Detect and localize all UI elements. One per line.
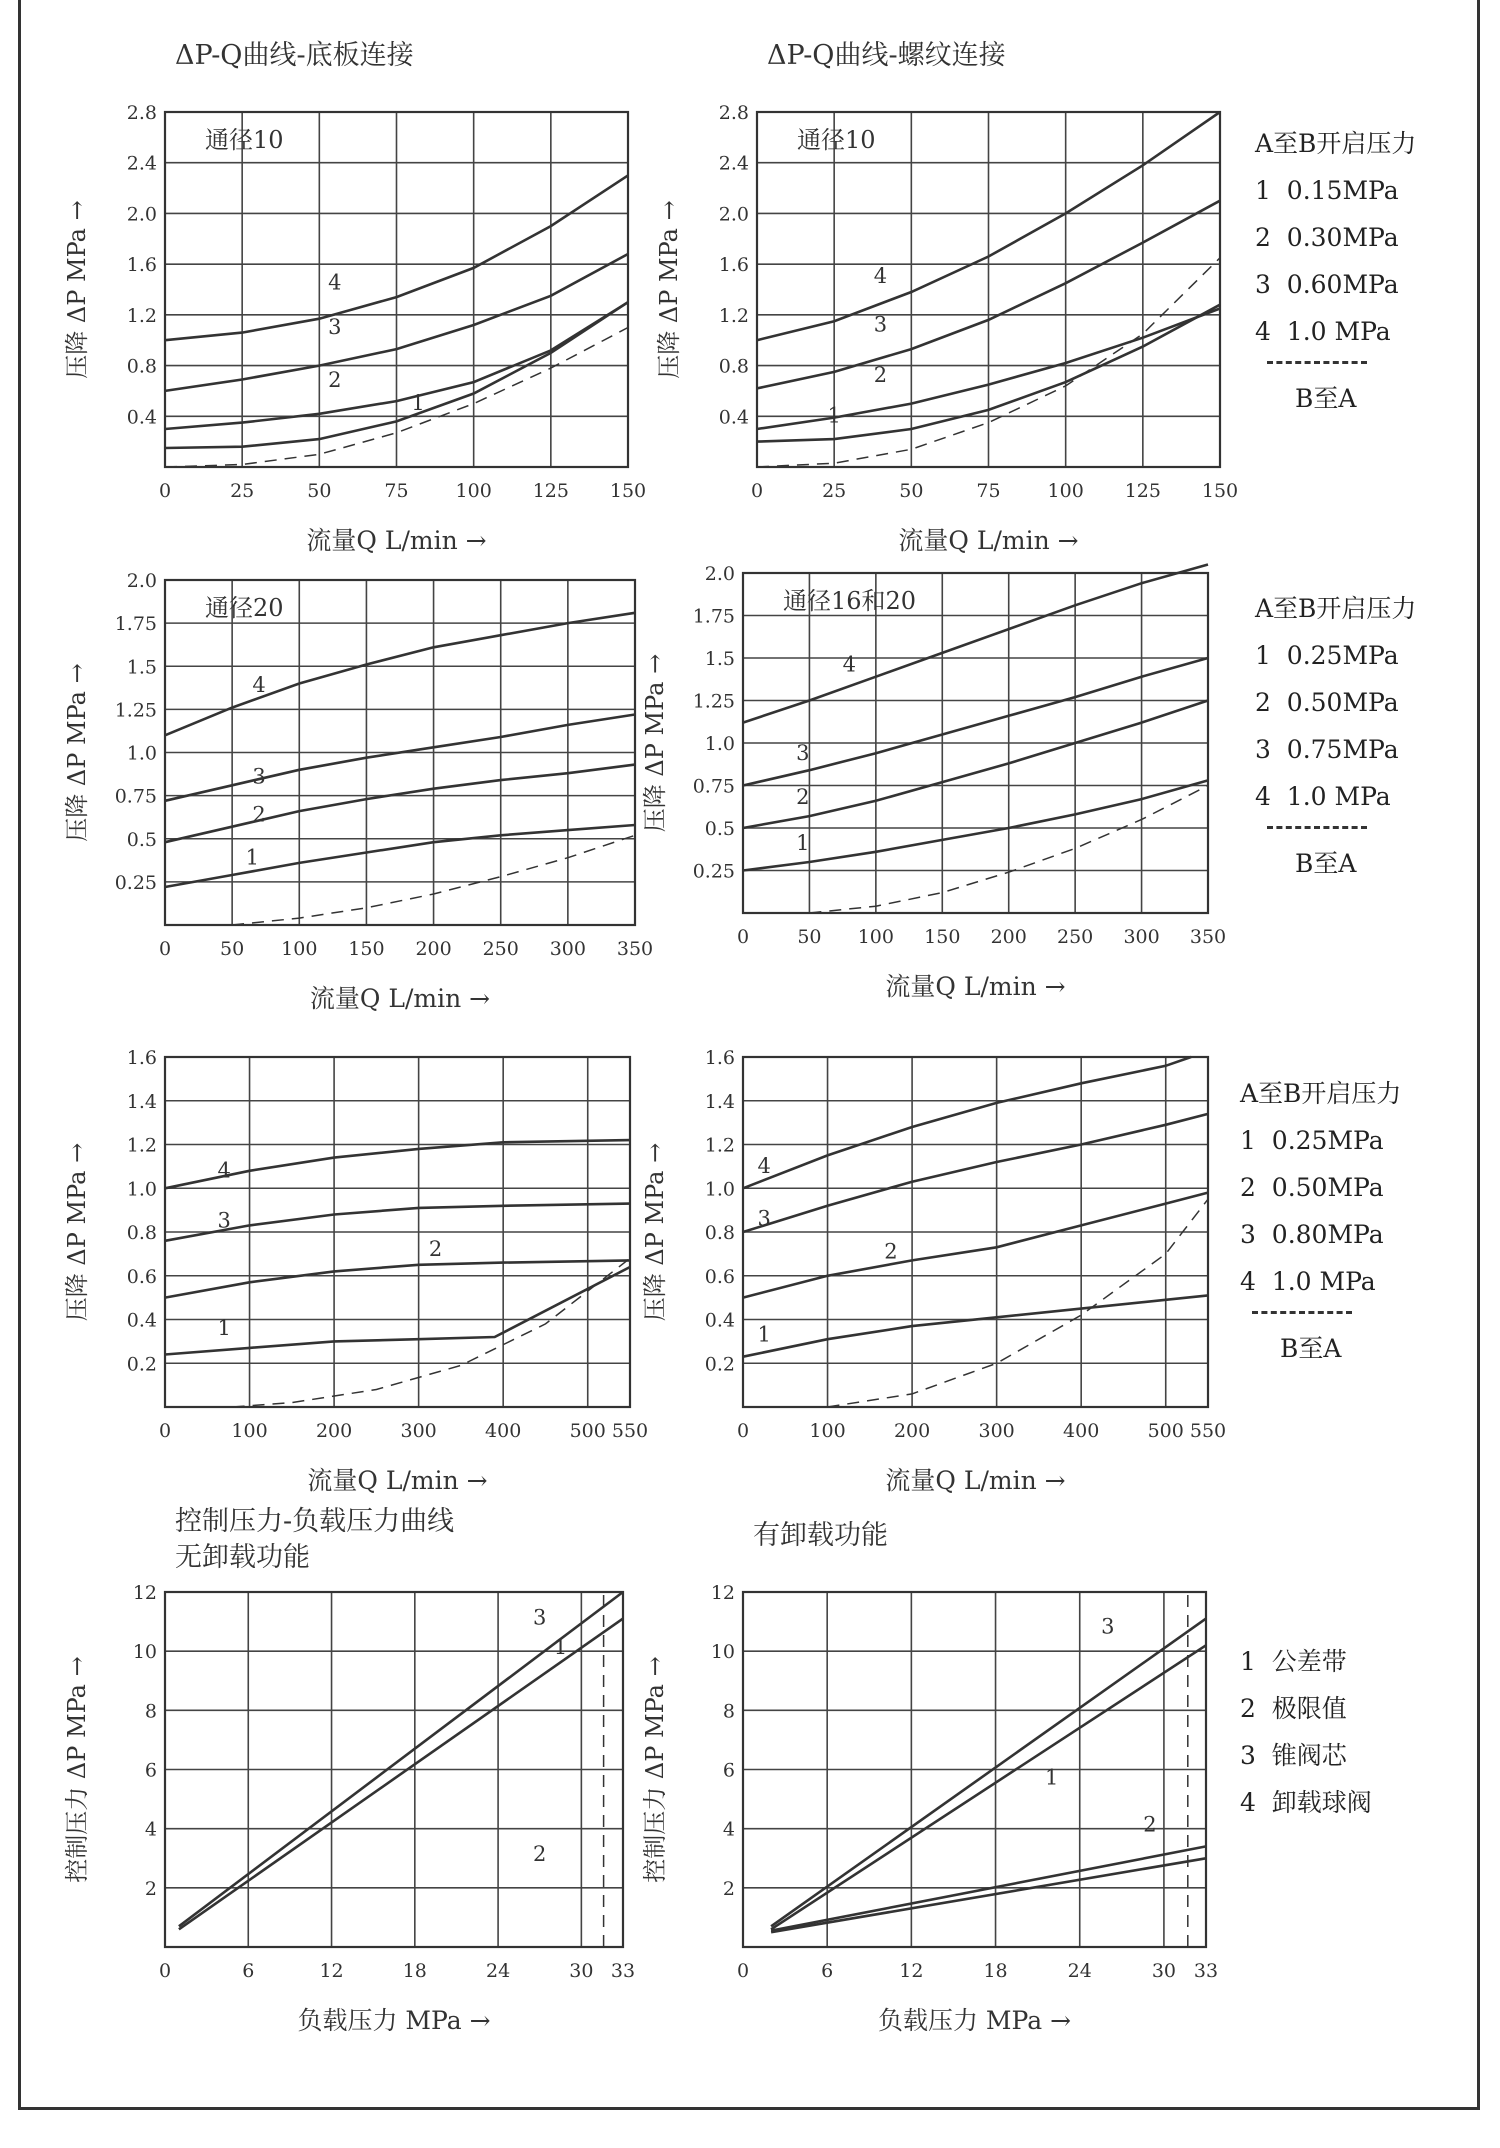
y-tick-label: 1.6 xyxy=(126,254,157,277)
chart-c8 xyxy=(641,1520,1218,2035)
x-tick-label: 400 xyxy=(1063,1420,1100,1442)
y-tick-label: 0.25 xyxy=(692,860,735,883)
series-line xyxy=(771,1858,1206,1932)
x-tick-label: 33 xyxy=(610,1960,636,1982)
y-tick-label: 4 xyxy=(722,1818,735,1841)
series-label: 4 xyxy=(328,270,342,295)
legend-row1 xyxy=(1255,120,1416,422)
x-tick-label: 200 xyxy=(893,1420,931,1442)
legend-item: 2 极限值 xyxy=(1240,1694,1347,1723)
panel-label: 通径20 xyxy=(205,594,284,622)
series-line xyxy=(165,825,635,887)
y-tick-label: 6 xyxy=(722,1759,735,1782)
x-axis-label: 流量Q L/min → xyxy=(898,526,1079,555)
y-tick-label: 1.4 xyxy=(704,1090,735,1113)
legend-bottom xyxy=(1240,1638,1372,1826)
series-label: 1 xyxy=(796,831,810,856)
y-tick-label: 0.5 xyxy=(126,828,157,851)
series-line xyxy=(165,1267,630,1355)
x-tick-label: 150 xyxy=(609,480,647,502)
legend-item: 1 公差带 xyxy=(1240,1647,1347,1676)
x-tick-label: 350 xyxy=(1189,926,1227,948)
x-tick-label: 100 xyxy=(857,926,894,948)
x-axis-label: 流量Q L/min → xyxy=(885,1466,1066,1495)
x-tick-label: 200 xyxy=(415,938,452,960)
y-axis-label: 压降 ΔP MPa → xyxy=(63,200,91,379)
x-axis-label: 流量Q L/min → xyxy=(885,972,1066,1001)
x-axis-label: 负载压力 MPa → xyxy=(877,2006,1072,2035)
x-tick-label: 50 xyxy=(307,480,332,502)
legend-item: 2 0.50MPa xyxy=(1255,688,1399,717)
x-tick-label: 0 xyxy=(736,1420,750,1442)
series-label: 1 xyxy=(217,1315,231,1340)
series-label: 3 xyxy=(1101,1614,1115,1639)
x-tick-label: 0 xyxy=(158,1420,172,1442)
y-tick-label: 1.75 xyxy=(692,605,735,628)
x-tick-label: 100 xyxy=(231,1420,268,1442)
x-tick-label: 0 xyxy=(158,938,172,960)
y-tick-label: 1.5 xyxy=(126,656,157,679)
y-tick-label: 2.0 xyxy=(126,203,157,226)
x-tick-label: 12 xyxy=(319,1960,344,1982)
legend-item: 2 0.50MPa xyxy=(1240,1173,1384,1202)
series-label: 2 xyxy=(533,1842,547,1867)
chart-c3 xyxy=(63,570,653,1013)
y-tick-label: 0.5 xyxy=(704,818,735,840)
x-tick-label: 500 xyxy=(569,1420,606,1442)
legend-item: 4 1.0 MPa xyxy=(1240,1267,1376,1296)
y-tick-label: 1.6 xyxy=(704,1047,735,1069)
legend-title: A至B开启压力 xyxy=(1255,594,1417,623)
chart-c2 xyxy=(655,40,1238,555)
x-tick-label: 25 xyxy=(822,480,847,502)
x-tick-label: 400 xyxy=(485,1420,522,1442)
legend-dashed-label: B至A xyxy=(1295,849,1357,878)
x-tick-label: 75 xyxy=(976,480,1001,502)
y-tick-label: 2 xyxy=(144,1877,157,1900)
chart-c1 xyxy=(63,40,646,555)
y-tick-label: 1.75 xyxy=(114,613,157,636)
series-line xyxy=(743,1114,1208,1232)
y-axis-label: 压降 ΔP MPa → xyxy=(641,653,669,833)
series-label: 2 xyxy=(328,368,342,393)
x-axis-label: 流量Q L/min → xyxy=(309,984,491,1013)
series-label: 2 xyxy=(884,1239,898,1264)
legend-item: 2 0.30MPa xyxy=(1255,223,1399,252)
x-tick-label: 550 xyxy=(611,1420,649,1442)
y-tick-label: 1.0 xyxy=(126,1178,157,1201)
legend-item: 1 0.25MPa xyxy=(1255,641,1399,670)
legend-title: A至B开启压力 xyxy=(1255,129,1417,158)
legend-item: 1 0.25MPa xyxy=(1240,1126,1384,1155)
y-tick-label: 1.0 xyxy=(704,1178,735,1201)
y-tick-label: 1.4 xyxy=(126,1090,157,1113)
legend-dashed-label: B至A xyxy=(1280,1334,1342,1363)
y-tick-label: 0.4 xyxy=(126,1309,157,1332)
x-tick-label: 300 xyxy=(400,1420,437,1442)
series-label: 3 xyxy=(217,1208,231,1233)
series-line xyxy=(165,1260,630,1297)
x-tick-label: 300 xyxy=(978,1420,1015,1442)
y-tick-label: 0.8 xyxy=(704,1222,735,1244)
series-label: 4 xyxy=(873,264,888,289)
y-tick-label: 0.2 xyxy=(704,1353,735,1376)
x-tick-label: 125 xyxy=(532,480,569,502)
x-tick-label: 150 xyxy=(1201,480,1239,502)
x-axis-label: 流量Q L/min → xyxy=(307,1466,488,1495)
y-tick-label: 2 xyxy=(722,1877,735,1900)
legend-item: 4 1.0 MPa xyxy=(1255,782,1391,811)
y-tick-label: 10 xyxy=(132,1641,157,1664)
y-axis-label: 压降 ΔP MPa → xyxy=(641,1142,669,1322)
panel-label: 通径10 xyxy=(205,126,284,154)
panel-label: 通径10 xyxy=(797,126,876,154)
series-label: 1 xyxy=(1044,1765,1059,1790)
series-label: 1 xyxy=(245,845,259,870)
series-label: 3 xyxy=(328,314,342,339)
y-tick-label: 0.75 xyxy=(692,775,735,798)
series-line xyxy=(743,1295,1208,1356)
y-tick-label: 10 xyxy=(710,1641,735,1664)
x-tick-label: 25 xyxy=(230,480,255,502)
x-tick-label: 300 xyxy=(549,938,586,960)
x-tick-label: 50 xyxy=(899,480,924,502)
x-tick-label: 24 xyxy=(1067,1960,1092,1982)
series-label: 4 xyxy=(217,1158,231,1183)
series-label: 3 xyxy=(796,741,810,765)
x-tick-label: 0 xyxy=(750,480,764,502)
x-tick-label: 0 xyxy=(736,926,750,948)
series-label: 3 xyxy=(533,1605,547,1630)
chart-title: 有卸载功能 xyxy=(753,1520,888,1551)
y-axis-label: 控制压力 ΔP MPa → xyxy=(63,1656,91,1883)
y-tick-label: 1.25 xyxy=(114,699,157,722)
series-line xyxy=(743,658,1208,786)
legend-item: 1 0.15MPa xyxy=(1255,176,1399,205)
x-tick-label: 0 xyxy=(158,1960,172,1982)
y-tick-label: 1.2 xyxy=(704,1134,735,1157)
series-line xyxy=(771,1619,1206,1927)
x-tick-label: 150 xyxy=(924,926,961,948)
y-axis-label: 控制压力 ΔP MPa → xyxy=(641,1656,669,1883)
x-axis-label: 负载压力 MPa → xyxy=(297,2006,491,2035)
y-tick-label: 0.4 xyxy=(718,406,749,429)
y-tick-label: 1.2 xyxy=(126,304,157,327)
y-tick-label: 2.0 xyxy=(704,563,735,585)
legend-item: 3 锥阀芯 xyxy=(1240,1741,1347,1770)
y-tick-label: 12 xyxy=(132,1582,157,1604)
legend-item: 4 1.0 MPa xyxy=(1255,317,1391,346)
legend-item: 3 0.60MPa xyxy=(1255,270,1399,299)
y-axis-label: 压降 ΔP MPa → xyxy=(63,1142,91,1322)
y-tick-label: 2.8 xyxy=(126,102,157,124)
series-label: 2 xyxy=(873,363,888,388)
y-tick-label: 4 xyxy=(144,1818,157,1841)
x-tick-label: 300 xyxy=(1123,926,1160,948)
series-line-dashed xyxy=(233,1258,630,1407)
y-tick-label: 8 xyxy=(722,1700,735,1723)
series-label: 2 xyxy=(796,785,810,810)
x-tick-label: 100 xyxy=(1047,480,1084,502)
y-tick-label: 1.6 xyxy=(718,254,749,277)
series-line xyxy=(165,1140,630,1188)
legend-row2 xyxy=(1255,585,1416,887)
series-line xyxy=(165,715,635,801)
x-tick-label: 0 xyxy=(736,1960,750,1982)
series-label: 1 xyxy=(757,1322,771,1347)
series-label: 1 xyxy=(553,1635,568,1660)
x-tick-label: 75 xyxy=(384,480,409,502)
y-tick-label: 2.0 xyxy=(126,570,157,592)
x-tick-label: 200 xyxy=(990,926,1027,948)
x-tick-label: 0 xyxy=(158,480,172,502)
y-tick-label: 0.75 xyxy=(114,785,157,808)
y-tick-label: 2.4 xyxy=(126,152,157,175)
y-tick-label: 8 xyxy=(144,1700,157,1723)
x-tick-label: 33 xyxy=(1193,1960,1219,1982)
series-line xyxy=(771,1645,1206,1929)
x-tick-label: 50 xyxy=(220,938,245,960)
x-tick-label: 100 xyxy=(455,480,492,502)
y-tick-label: 1.6 xyxy=(126,1047,157,1069)
series-label: 3 xyxy=(757,1206,771,1231)
x-tick-label: 30 xyxy=(569,1960,594,1982)
legend-dashed-line xyxy=(1255,820,1416,840)
series-label: 2 xyxy=(428,1237,443,1262)
x-tick-label: 6 xyxy=(821,1960,834,1982)
x-tick-label: 125 xyxy=(1124,480,1161,502)
y-tick-label: 2.4 xyxy=(718,152,749,175)
series-line xyxy=(165,1204,630,1241)
series-line xyxy=(165,613,635,736)
series-label: 1 xyxy=(411,390,425,415)
y-tick-label: 1.5 xyxy=(704,648,735,670)
x-tick-label: 250 xyxy=(482,938,519,960)
legend-dashed-line xyxy=(1240,1305,1401,1325)
y-tick-label: 1.0 xyxy=(126,742,157,765)
x-tick-label: 150 xyxy=(348,938,385,960)
y-tick-label: 2.8 xyxy=(718,102,749,124)
legend-dashed-line xyxy=(1255,355,1416,375)
series-line xyxy=(743,1193,1208,1298)
chart-c4 xyxy=(641,563,1226,1001)
x-tick-label: 350 xyxy=(616,938,654,960)
legend-item: 3 0.80MPa xyxy=(1240,1220,1384,1249)
x-tick-label: 100 xyxy=(809,1420,846,1442)
y-tick-label: 1.2 xyxy=(718,304,749,327)
chart-c5 xyxy=(63,1047,648,1495)
series-label: 4 xyxy=(842,652,856,677)
y-tick-label: 0.2 xyxy=(126,1353,157,1376)
y-tick-label: 6 xyxy=(144,1759,157,1782)
legend-row3 xyxy=(1240,1070,1401,1372)
series-line xyxy=(743,780,1208,870)
chart-c7 xyxy=(63,1506,635,2035)
y-tick-label: 2.0 xyxy=(718,203,749,226)
legend-title: A至B开启压力 xyxy=(1240,1079,1402,1108)
y-tick-label: 0.6 xyxy=(126,1265,157,1288)
x-tick-label: 6 xyxy=(242,1960,255,1982)
y-tick-label: 0.25 xyxy=(114,871,157,894)
x-tick-label: 18 xyxy=(402,1960,427,1982)
chart-title: 控制压力-负载压力曲线 xyxy=(175,1506,455,1537)
legend-item: 4 卸载球阀 xyxy=(1240,1788,1372,1817)
y-tick-label: 1.25 xyxy=(692,690,735,713)
legend-item: 3 0.75MPa xyxy=(1255,735,1399,764)
y-tick-label: 0.8 xyxy=(126,1222,157,1244)
chart-subtitle: 无卸载功能 xyxy=(175,1542,310,1573)
y-tick-label: 0.4 xyxy=(704,1309,735,1332)
x-axis-label: 流量Q L/min → xyxy=(306,526,487,555)
series-label: 4 xyxy=(252,673,266,698)
panel-label: 通径16和20 xyxy=(783,587,917,615)
series-label: 2 xyxy=(252,802,266,827)
legend-dashed-label: B至A xyxy=(1295,384,1357,413)
x-tick-label: 24 xyxy=(485,1960,511,1982)
series-line xyxy=(179,1619,623,1930)
y-tick-label: 1.2 xyxy=(126,1134,157,1157)
y-tick-label: 0.6 xyxy=(704,1265,735,1288)
chart-title: ΔP-Q曲线-螺纹连接 xyxy=(767,40,1006,71)
x-tick-label: 500 xyxy=(1147,1420,1184,1442)
series-label: 2 xyxy=(1143,1812,1157,1837)
x-tick-label: 200 xyxy=(315,1420,353,1442)
y-tick-label: 0.8 xyxy=(718,355,749,378)
y-axis-label: 压降 ΔP MPa → xyxy=(655,200,683,379)
y-tick-label: 12 xyxy=(710,1582,735,1604)
x-tick-label: 100 xyxy=(281,938,318,960)
chart-c6 xyxy=(641,1047,1226,1495)
x-tick-label: 550 xyxy=(1189,1420,1227,1442)
series-label: 3 xyxy=(873,312,888,337)
series-line xyxy=(743,701,1208,829)
y-tick-label: 0.8 xyxy=(126,355,157,378)
y-tick-label: 1.0 xyxy=(704,733,735,755)
chart-title: ΔP-Q曲线-底板连接 xyxy=(175,40,414,71)
series-label: 4 xyxy=(757,1153,771,1178)
x-tick-label: 30 xyxy=(1151,1960,1177,1982)
x-tick-label: 18 xyxy=(983,1960,1008,1982)
x-tick-label: 12 xyxy=(899,1960,924,1982)
x-tick-label: 250 xyxy=(1057,926,1094,948)
series-label: 1 xyxy=(827,403,841,428)
series-label: 3 xyxy=(252,764,266,789)
y-axis-label: 压降 ΔP MPa → xyxy=(63,663,91,842)
y-tick-label: 0.4 xyxy=(126,406,157,429)
x-tick-label: 50 xyxy=(797,926,822,948)
series-line-dashed xyxy=(828,1199,1209,1407)
